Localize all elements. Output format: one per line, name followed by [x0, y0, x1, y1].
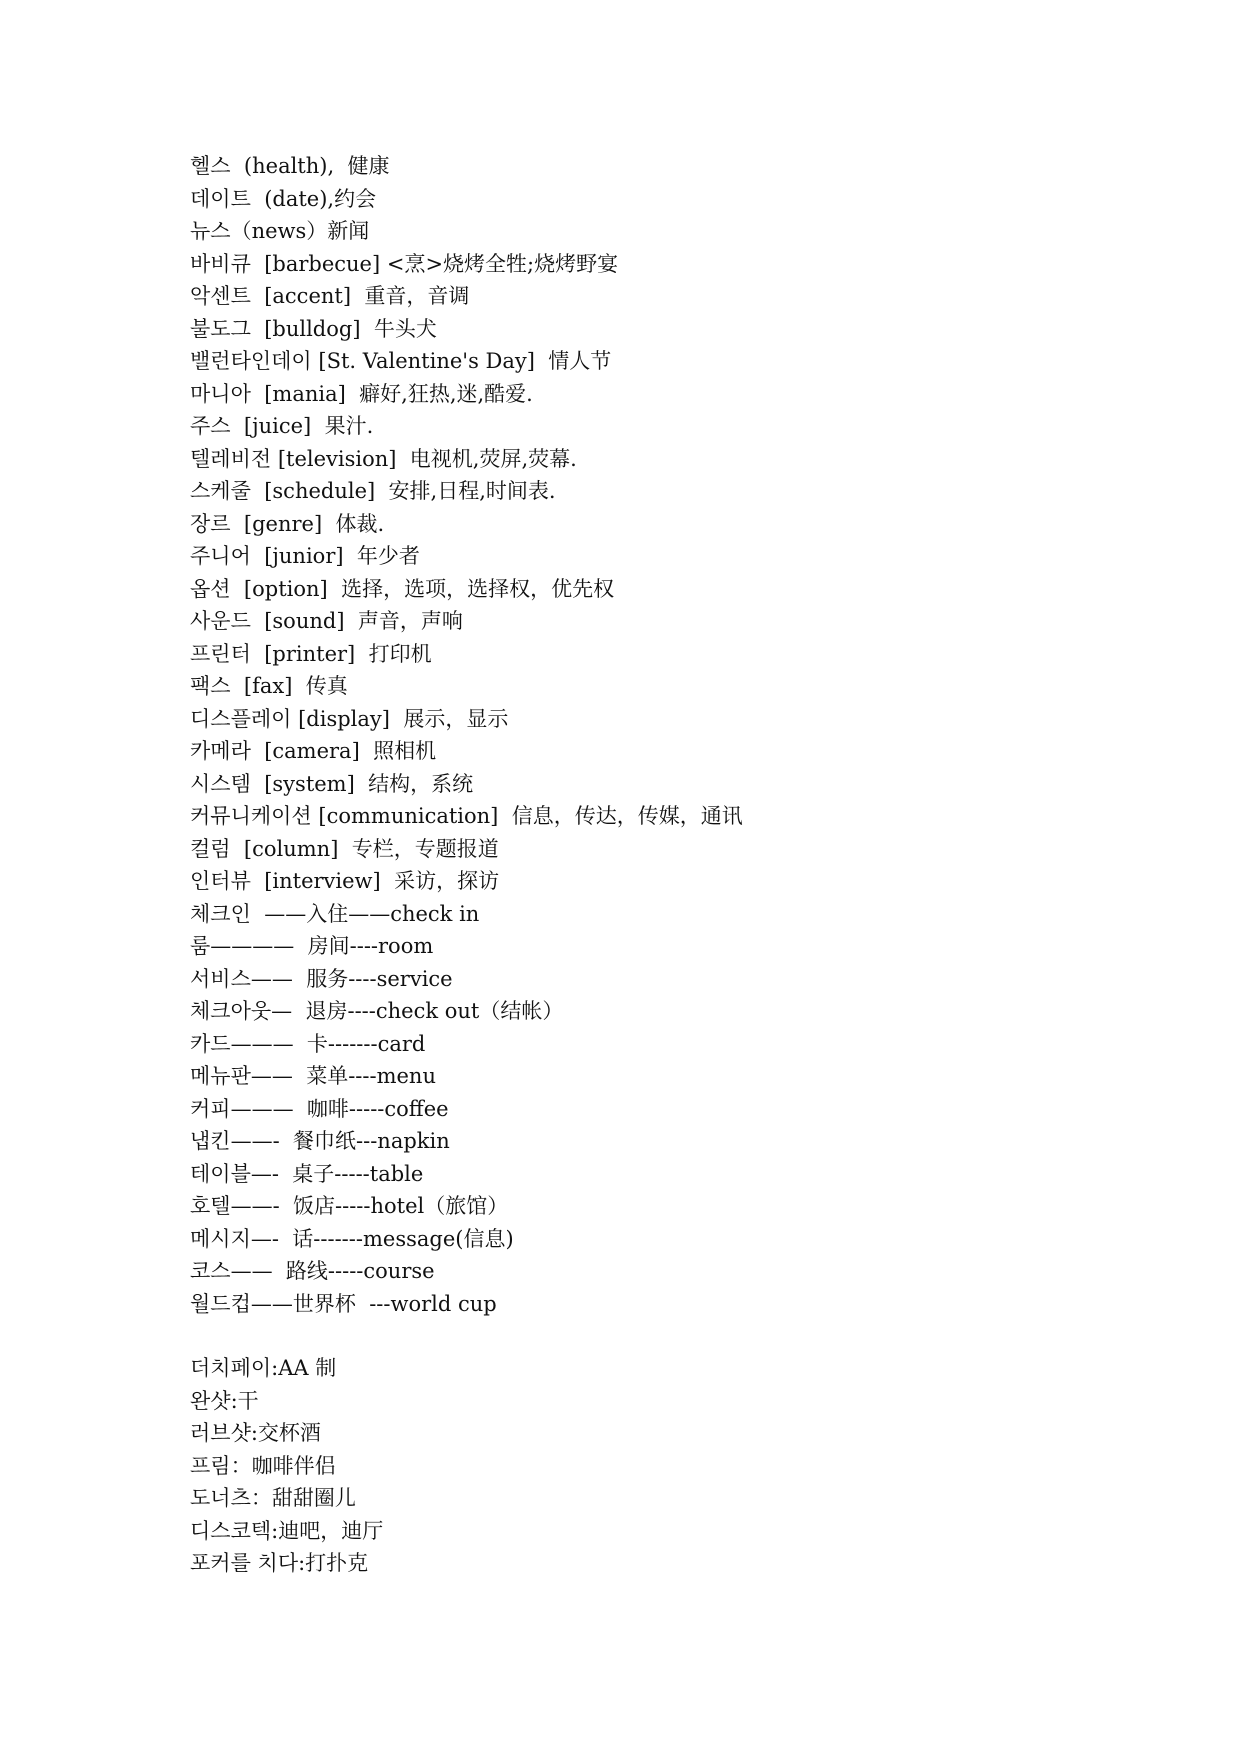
vocab-line: 체크인 ——入住——check in — [190, 901, 480, 926]
vocab-line: 완샷:干 — [190, 1388, 259, 1413]
vocab-line: 장르 [genre] 体裁. — [190, 511, 385, 536]
vocab-line: 마니아 [mania] 癖好,狂热,迷,酷爱. — [190, 381, 533, 406]
vocab-line: 코스—— 路线-----course — [190, 1259, 435, 1283]
vocab-line: 커뮤니케이션 [communication] 信息，传达，传媒，通讯 — [190, 804, 743, 828]
vocab-line: 도너츠：甜甜圈儿 — [190, 1486, 356, 1510]
vocab-line: 밸런타인데이 [St. Valentine's Day] 情人节 — [190, 349, 612, 373]
vocab-line: 악센트 [accent] 重音，音调 — [190, 284, 470, 308]
vocab-line: 디스플레이 [display] 展示，显示 — [190, 706, 509, 731]
vocab-line: 체크아웃— 退房----check out（结帐） — [190, 999, 564, 1023]
drinks-and-leisure-section — [190, 1352, 1170, 1580]
vocab-line: 뉴스（news）新闻 — [190, 219, 370, 243]
vocab-line: 메뉴판—— 菜单----menu — [190, 1064, 436, 1088]
vocab-line: 카메라 [camera] 照相机 — [190, 739, 437, 763]
vocab-line: 데이트 (date),约会 — [190, 186, 377, 211]
vocab-line: 러브샷:交杯酒 — [190, 1421, 321, 1445]
vocab-line: 서비스—— 服务----service — [190, 966, 453, 991]
vocab-line: 프림：咖啡伴侣 — [190, 1453, 336, 1478]
vocab-line: 프린터 [printer] 打印机 — [190, 641, 432, 666]
vocab-line: 바비큐 [barbecue] <烹>烧烤全牲;烧烤野宴 — [190, 251, 619, 276]
vocab-line: 스케줄 [schedule] 安排,日程,时间表. — [190, 479, 556, 503]
vocab-line: 불도그 [bulldog] 牛头犬 — [190, 316, 437, 341]
vocab-line: 테이블—- 桌子-----table — [190, 1161, 424, 1186]
vocab-line: 포커를 치다:打扑克 — [190, 1551, 369, 1575]
vocab-line: 호텔——- 饭店-----hotel（旅馆） — [190, 1194, 509, 1218]
vocab-line: 텔레비전 [television] 电视机,荧屏,荧幕. — [190, 446, 577, 471]
vocab-line: 헬스 (health), 健康 — [190, 154, 390, 178]
vocab-line: 더치페이:AA 制 — [190, 1356, 337, 1380]
vocab-line: 카드——— 卡-------card — [190, 1031, 426, 1056]
vocab-line: 시스템 [system] 结构，系统 — [190, 771, 474, 796]
vocab-line: 주스 [juice] 果汁. — [190, 414, 374, 438]
vocab-line: 냅킨——- 餐巾纸---napkin — [190, 1129, 450, 1153]
vocab-line: 룸———— 房间----room — [190, 934, 434, 958]
vocab-line: 디스코텍:迪吧，迪厅 — [190, 1518, 384, 1543]
vocab-line: 사운드 [sound] 声音，声响 — [190, 609, 463, 633]
vocab-line: 주니어 [junior] 年少者 — [190, 544, 420, 568]
vocab-line: 커피——— 咖啡-----coffee — [190, 1096, 449, 1121]
vocab-line: 월드컵——世界杯 ---world cup — [190, 1291, 497, 1316]
vocabulary-list — [190, 150, 1170, 1580]
loanword-section — [190, 150, 1170, 1320]
section-gap — [190, 1320, 1170, 1352]
vocab-line: 옵션 [option] 选择，选项，选择权，优先权 — [190, 576, 615, 601]
vocab-line: 인터뷰 [interview] 采访，探访 — [190, 869, 500, 893]
vocab-line: 컬럼 [column] 专栏，专题报道 — [190, 836, 499, 861]
vocab-line: 메시지—- 话-------message(信息) — [190, 1226, 514, 1251]
vocab-line: 팩스 [fax] 传真 — [190, 674, 348, 698]
